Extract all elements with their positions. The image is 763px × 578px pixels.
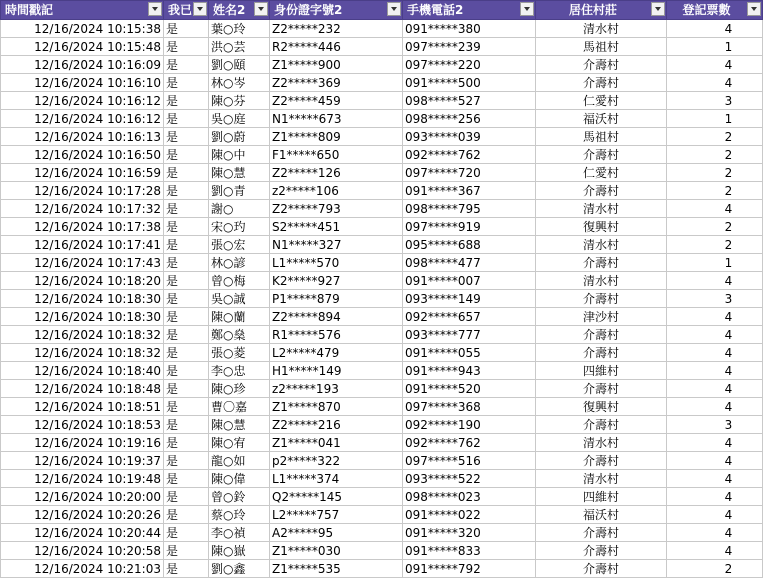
table-row xyxy=(1,236,763,254)
cell-id-number[interactable]: L1*****570 xyxy=(270,254,403,272)
cell-name[interactable]: 曾○梅 xyxy=(209,272,270,290)
table-row xyxy=(1,434,763,452)
cell-village[interactable]: 四維村 xyxy=(536,488,667,506)
cell-village[interactable]: 復興村 xyxy=(536,218,667,236)
header-label: 手機電話2 xyxy=(407,3,464,17)
header-label: 我已 xyxy=(168,3,193,17)
table-row xyxy=(1,308,763,326)
cell-village[interactable]: 介壽村 xyxy=(536,560,667,578)
table-row xyxy=(1,470,763,488)
cell-id-number[interactable]: L1*****374 xyxy=(270,470,403,488)
cell-village[interactable]: 介壽村 xyxy=(536,326,667,344)
cell-timestamp[interactable]: 12/16/2024 10:20:58 xyxy=(1,542,164,560)
table-row xyxy=(1,146,763,164)
cell-timestamp[interactable]: 12/16/2024 10:18:51 xyxy=(1,398,164,416)
cell-phone[interactable]: 098*****023 xyxy=(403,488,536,506)
cell-confirmed[interactable]: 是 xyxy=(164,416,209,434)
cell-timestamp[interactable]: 12/16/2024 10:20:00 xyxy=(1,488,164,506)
cell-timestamp[interactable]: 12/16/2024 10:18:48 xyxy=(1,380,164,398)
cell-confirmed[interactable]: 是 xyxy=(164,200,209,218)
table-row xyxy=(1,398,763,416)
cell-confirmed[interactable]: 是 xyxy=(164,56,209,74)
cell-name[interactable]: 陳○慧 xyxy=(209,416,270,434)
cell-name[interactable]: 龍○如 xyxy=(209,452,270,470)
cell-votes[interactable]: 4 xyxy=(667,470,763,488)
cell-phone[interactable]: 091*****500 xyxy=(403,74,536,92)
cell-id-number[interactable]: Z2*****216 xyxy=(270,416,403,434)
table-row xyxy=(1,128,763,146)
cell-votes[interactable]: 2 xyxy=(667,560,763,578)
cell-votes[interactable]: 4 xyxy=(667,380,763,398)
cell-votes[interactable]: 4 xyxy=(667,200,763,218)
cell-name[interactable]: 吳○庭 xyxy=(209,110,270,128)
cell-name[interactable]: 宋○玓 xyxy=(209,218,270,236)
cell-confirmed[interactable]: 是 xyxy=(164,488,209,506)
filter-dropdown-icon[interactable] xyxy=(148,2,162,16)
header-id-number xyxy=(270,1,403,20)
cell-votes[interactable]: 4 xyxy=(667,326,763,344)
cell-confirmed[interactable]: 是 xyxy=(164,128,209,146)
cell-confirmed[interactable]: 是 xyxy=(164,290,209,308)
cell-votes[interactable]: 3 xyxy=(667,92,763,110)
table-row xyxy=(1,254,763,272)
filter-dropdown-icon[interactable] xyxy=(747,2,761,16)
cell-name[interactable]: 劉○頤 xyxy=(209,56,270,74)
cell-confirmed[interactable]: 是 xyxy=(164,362,209,380)
cell-phone[interactable]: 091*****320 xyxy=(403,524,536,542)
cell-timestamp[interactable]: 12/16/2024 10:16:50 xyxy=(1,146,164,164)
cell-village[interactable]: 馬祖村 xyxy=(536,128,667,146)
header-label: 居住村莊 xyxy=(568,3,617,17)
cell-id-number[interactable]: R1*****576 xyxy=(270,326,403,344)
cell-name[interactable]: 李○忠 xyxy=(209,362,270,380)
cell-votes[interactable]: 4 xyxy=(667,272,763,290)
cell-timestamp[interactable]: 12/16/2024 10:17:28 xyxy=(1,182,164,200)
cell-phone[interactable]: 098*****795 xyxy=(403,200,536,218)
cell-votes[interactable]: 1 xyxy=(667,38,763,56)
cell-votes[interactable]: 4 xyxy=(667,524,763,542)
cell-confirmed[interactable]: 是 xyxy=(164,470,209,488)
cell-timestamp[interactable]: 12/16/2024 10:17:38 xyxy=(1,218,164,236)
cell-village[interactable]: 介壽村 xyxy=(536,182,667,200)
cell-votes[interactable]: 4 xyxy=(667,506,763,524)
cell-confirmed[interactable]: 是 xyxy=(164,92,209,110)
cell-phone[interactable]: 095*****688 xyxy=(403,236,536,254)
cell-phone[interactable]: 093*****777 xyxy=(403,326,536,344)
cell-timestamp[interactable]: 12/16/2024 10:17:41 xyxy=(1,236,164,254)
cell-votes[interactable]: 2 xyxy=(667,236,763,254)
cell-village[interactable]: 介壽村 xyxy=(536,254,667,272)
cell-phone[interactable]: 097*****220 xyxy=(403,56,536,74)
table-row xyxy=(1,38,763,56)
cell-id-number[interactable]: A2*****95 xyxy=(270,524,403,542)
header-confirmed xyxy=(164,1,209,20)
cell-village[interactable]: 介壽村 xyxy=(536,380,667,398)
table-row xyxy=(1,92,763,110)
filter-dropdown-icon[interactable] xyxy=(520,2,534,16)
cell-id-number[interactable]: Z2*****126 xyxy=(270,164,403,182)
cell-name[interactable]: 洪○芸 xyxy=(209,38,270,56)
table-row xyxy=(1,110,763,128)
filter-dropdown-icon[interactable] xyxy=(254,2,268,16)
cell-phone[interactable]: 093*****522 xyxy=(403,470,536,488)
cell-village[interactable]: 清水村 xyxy=(536,236,667,254)
cell-confirmed[interactable]: 是 xyxy=(164,74,209,92)
cell-timestamp[interactable]: 12/16/2024 10:18:53 xyxy=(1,416,164,434)
cell-id-number[interactable]: Z2*****459 xyxy=(270,92,403,110)
cell-phone[interactable]: 097*****239 xyxy=(403,38,536,56)
cell-village[interactable]: 介壽村 xyxy=(536,416,667,434)
cell-phone[interactable]: 091*****055 xyxy=(403,344,536,362)
cell-timestamp[interactable]: 12/16/2024 10:15:38 xyxy=(1,20,164,38)
cell-id-number[interactable]: N1*****327 xyxy=(270,236,403,254)
cell-confirmed[interactable]: 是 xyxy=(164,38,209,56)
cell-confirmed[interactable]: 是 xyxy=(164,254,209,272)
table-body xyxy=(1,20,763,578)
cell-name[interactable]: 劉○青 xyxy=(209,182,270,200)
cell-timestamp[interactable]: 12/16/2024 10:16:10 xyxy=(1,74,164,92)
cell-phone[interactable]: 097*****919 xyxy=(403,218,536,236)
cell-confirmed[interactable]: 是 xyxy=(164,182,209,200)
cell-phone[interactable]: 092*****762 xyxy=(403,146,536,164)
cell-confirmed[interactable]: 是 xyxy=(164,164,209,182)
cell-village[interactable]: 福沃村 xyxy=(536,110,667,128)
cell-votes[interactable]: 4 xyxy=(667,398,763,416)
cell-id-number[interactable]: S2*****451 xyxy=(270,218,403,236)
header-label: 登記票數 xyxy=(682,3,731,17)
cell-id-number[interactable]: z2*****106 xyxy=(270,182,403,200)
cell-confirmed[interactable]: 是 xyxy=(164,380,209,398)
cell-phone[interactable]: 098*****256 xyxy=(403,110,536,128)
cell-id-number[interactable]: Q2*****145 xyxy=(270,488,403,506)
cell-id-number[interactable]: Z1*****030 xyxy=(270,542,403,560)
cell-confirmed[interactable]: 是 xyxy=(164,236,209,254)
cell-confirmed[interactable]: 是 xyxy=(164,308,209,326)
cell-village[interactable]: 介壽村 xyxy=(536,290,667,308)
cell-phone[interactable]: 091*****380 xyxy=(403,20,536,38)
table-row xyxy=(1,272,763,290)
cell-confirmed[interactable]: 是 xyxy=(164,560,209,578)
header-village xyxy=(536,1,667,20)
table-row xyxy=(1,362,763,380)
cell-village[interactable]: 介壽村 xyxy=(536,146,667,164)
cell-votes[interactable]: 4 xyxy=(667,488,763,506)
table-row xyxy=(1,164,763,182)
cell-confirmed[interactable]: 是 xyxy=(164,524,209,542)
cell-id-number[interactable]: Z2*****894 xyxy=(270,308,403,326)
cell-votes[interactable]: 1 xyxy=(667,254,763,272)
cell-phone[interactable]: 091*****007 xyxy=(403,272,536,290)
table-row xyxy=(1,290,763,308)
cell-timestamp[interactable]: 12/16/2024 10:18:30 xyxy=(1,290,164,308)
cell-name[interactable]: 林○岑 xyxy=(209,74,270,92)
cell-village[interactable]: 介壽村 xyxy=(536,452,667,470)
cell-id-number[interactable]: Z1*****809 xyxy=(270,128,403,146)
cell-village[interactable]: 介壽村 xyxy=(536,344,667,362)
cell-timestamp[interactable]: 12/16/2024 10:16:13 xyxy=(1,128,164,146)
cell-phone[interactable]: 092*****762 xyxy=(403,434,536,452)
table-row xyxy=(1,488,763,506)
cell-confirmed[interactable]: 是 xyxy=(164,218,209,236)
cell-village[interactable]: 清水村 xyxy=(536,434,667,452)
cell-confirmed[interactable]: 是 xyxy=(164,146,209,164)
cell-confirmed[interactable]: 是 xyxy=(164,326,209,344)
cell-phone[interactable]: 093*****039 xyxy=(403,128,536,146)
cell-id-number[interactable]: F1*****650 xyxy=(270,146,403,164)
cell-village[interactable]: 馬祖村 xyxy=(536,38,667,56)
cell-village[interactable]: 清水村 xyxy=(536,272,667,290)
cell-confirmed[interactable]: 是 xyxy=(164,272,209,290)
cell-phone[interactable]: 097*****368 xyxy=(403,398,536,416)
cell-timestamp[interactable]: 12/16/2024 10:17:32 xyxy=(1,200,164,218)
cell-name[interactable]: 陳○中 xyxy=(209,146,270,164)
cell-id-number[interactable]: L2*****757 xyxy=(270,506,403,524)
table-row xyxy=(1,326,763,344)
table-row xyxy=(1,380,763,398)
cell-confirmed[interactable]: 是 xyxy=(164,110,209,128)
cell-village[interactable]: 仁愛村 xyxy=(536,164,667,182)
cell-village[interactable]: 津沙村 xyxy=(536,308,667,326)
table-row xyxy=(1,416,763,434)
header-votes xyxy=(667,1,763,20)
cell-village[interactable]: 清水村 xyxy=(536,20,667,38)
cell-timestamp[interactable]: 12/16/2024 10:20:44 xyxy=(1,524,164,542)
table-row xyxy=(1,182,763,200)
cell-name[interactable]: 張○宏 xyxy=(209,236,270,254)
table-row xyxy=(1,218,763,236)
cell-id-number[interactable]: p2*****322 xyxy=(270,452,403,470)
cell-timestamp[interactable]: 12/16/2024 10:18:32 xyxy=(1,344,164,362)
cell-village[interactable]: 介壽村 xyxy=(536,74,667,92)
cell-name[interactable]: 劉○鑫 xyxy=(209,560,270,578)
cell-votes[interactable]: 2 xyxy=(667,182,763,200)
cell-village[interactable]: 復興村 xyxy=(536,398,667,416)
cell-name[interactable]: 陳○蘭 xyxy=(209,308,270,326)
cell-votes[interactable]: 4 xyxy=(667,308,763,326)
cell-timestamp[interactable]: 12/16/2024 10:20:26 xyxy=(1,506,164,524)
table-row xyxy=(1,560,763,578)
cell-phone[interactable]: 091*****833 xyxy=(403,542,536,560)
cell-timestamp[interactable]: 12/16/2024 10:21:03 xyxy=(1,560,164,578)
cell-confirmed[interactable]: 是 xyxy=(164,344,209,362)
cell-id-number[interactable]: Z1*****900 xyxy=(270,56,403,74)
cell-confirmed[interactable]: 是 xyxy=(164,398,209,416)
cell-phone[interactable]: 093*****149 xyxy=(403,290,536,308)
cell-votes[interactable]: 2 xyxy=(667,146,763,164)
cell-id-number[interactable]: Z2*****232 xyxy=(270,20,403,38)
table-row xyxy=(1,56,763,74)
table-row xyxy=(1,200,763,218)
cell-id-number[interactable]: Z1*****041 xyxy=(270,434,403,452)
table-row xyxy=(1,20,763,38)
cell-name[interactable]: 蔡○玲 xyxy=(209,506,270,524)
cell-votes[interactable]: 3 xyxy=(667,290,763,308)
filter-dropdown-icon[interactable] xyxy=(193,2,207,16)
table-row xyxy=(1,452,763,470)
header-row xyxy=(1,1,763,20)
cell-timestamp[interactable]: 12/16/2024 10:16:12 xyxy=(1,92,164,110)
cell-phone[interactable]: 091*****943 xyxy=(403,362,536,380)
cell-phone[interactable]: 097*****516 xyxy=(403,452,536,470)
cell-village[interactable]: 清水村 xyxy=(536,200,667,218)
cell-votes[interactable]: 4 xyxy=(667,542,763,560)
cell-votes[interactable]: 2 xyxy=(667,218,763,236)
cell-name[interactable]: 陳○珍 xyxy=(209,380,270,398)
filter-dropdown-icon[interactable] xyxy=(387,2,401,16)
cell-name[interactable]: 陳○芬 xyxy=(209,92,270,110)
cell-name[interactable]: 劉○蔚 xyxy=(209,128,270,146)
cell-id-number[interactable]: K2*****927 xyxy=(270,272,403,290)
cell-timestamp[interactable]: 12/16/2024 10:18:20 xyxy=(1,272,164,290)
cell-timestamp[interactable]: 12/16/2024 10:15:48 xyxy=(1,38,164,56)
cell-phone[interactable]: 098*****527 xyxy=(403,92,536,110)
cell-village[interactable]: 清水村 xyxy=(536,470,667,488)
cell-phone[interactable]: 097*****720 xyxy=(403,164,536,182)
cell-name[interactable]: 吳○誠 xyxy=(209,290,270,308)
cell-votes[interactable]: 2 xyxy=(667,164,763,182)
cell-phone[interactable]: 091*****520 xyxy=(403,380,536,398)
cell-name[interactable]: 李○禎 xyxy=(209,524,270,542)
cell-village[interactable]: 介壽村 xyxy=(536,542,667,560)
cell-name[interactable]: 陳○嶽 xyxy=(209,542,270,560)
cell-votes[interactable]: 4 xyxy=(667,56,763,74)
cell-confirmed[interactable]: 是 xyxy=(164,506,209,524)
cell-id-number[interactable]: Z2*****369 xyxy=(270,74,403,92)
cell-id-number[interactable]: P1*****879 xyxy=(270,290,403,308)
cell-timestamp[interactable]: 12/16/2024 10:16:09 xyxy=(1,56,164,74)
cell-name[interactable]: 曹〇嘉 xyxy=(209,398,270,416)
cell-id-number[interactable]: Z1*****535 xyxy=(270,560,403,578)
cell-timestamp[interactable]: 12/16/2024 10:16:12 xyxy=(1,110,164,128)
header-name xyxy=(209,1,270,20)
cell-village[interactable]: 介壽村 xyxy=(536,56,667,74)
header-label: 時間戳記 xyxy=(5,3,54,17)
cell-phone[interactable]: 091*****792 xyxy=(403,560,536,578)
cell-name[interactable]: 曾○鈴 xyxy=(209,488,270,506)
cell-village[interactable]: 四維村 xyxy=(536,362,667,380)
table-row xyxy=(1,74,763,92)
cell-votes[interactable]: 1 xyxy=(667,110,763,128)
cell-name[interactable]: 張○菱 xyxy=(209,344,270,362)
cell-votes[interactable]: 4 xyxy=(667,452,763,470)
cell-timestamp[interactable]: 12/16/2024 10:16:59 xyxy=(1,164,164,182)
header-timestamp xyxy=(1,1,164,20)
cell-id-number[interactable]: R2*****446 xyxy=(270,38,403,56)
cell-name[interactable]: 陳○偉 xyxy=(209,470,270,488)
filter-dropdown-icon[interactable] xyxy=(651,2,665,16)
cell-timestamp[interactable]: 12/16/2024 10:19:37 xyxy=(1,452,164,470)
cell-id-number[interactable]: Z2*****793 xyxy=(270,200,403,218)
cell-phone[interactable]: 098*****477 xyxy=(403,254,536,272)
cell-phone[interactable]: 092*****190 xyxy=(403,416,536,434)
cell-id-number[interactable]: H1*****149 xyxy=(270,362,403,380)
cell-phone[interactable]: 091*****367 xyxy=(403,182,536,200)
cell-phone[interactable]: 092*****657 xyxy=(403,308,536,326)
header-phone xyxy=(403,1,536,20)
header-label: 姓名2 xyxy=(213,3,246,17)
cell-votes[interactable]: 4 xyxy=(667,20,763,38)
cell-name[interactable]: 謝○ xyxy=(209,200,270,218)
cell-name[interactable]: 林○諺 xyxy=(209,254,270,272)
table-row xyxy=(1,506,763,524)
cell-name[interactable]: 陳○慧 xyxy=(209,164,270,182)
cell-votes[interactable]: 2 xyxy=(667,128,763,146)
cell-votes[interactable]: 4 xyxy=(667,362,763,380)
table-row xyxy=(1,542,763,560)
cell-name[interactable]: 鄭○燊 xyxy=(209,326,270,344)
cell-village[interactable]: 福沃村 xyxy=(536,506,667,524)
cell-votes[interactable]: 4 xyxy=(667,344,763,362)
table-row xyxy=(1,344,763,362)
cell-confirmed[interactable]: 是 xyxy=(164,434,209,452)
cell-votes[interactable]: 3 xyxy=(667,416,763,434)
cell-id-number[interactable]: L2*****479 xyxy=(270,344,403,362)
cell-confirmed[interactable]: 是 xyxy=(164,20,209,38)
cell-phone[interactable]: 091*****022 xyxy=(403,506,536,524)
table-row xyxy=(1,524,763,542)
cell-votes[interactable]: 4 xyxy=(667,434,763,452)
cell-confirmed[interactable]: 是 xyxy=(164,452,209,470)
cell-name[interactable]: 葉○玲 xyxy=(209,20,270,38)
cell-timestamp[interactable]: 12/16/2024 10:18:32 xyxy=(1,326,164,344)
cell-id-number[interactable]: N1*****673 xyxy=(270,110,403,128)
header-label: 身份證字號2 xyxy=(274,3,343,17)
cell-timestamp[interactable]: 12/16/2024 10:18:30 xyxy=(1,308,164,326)
cell-timestamp[interactable]: 12/16/2024 10:18:40 xyxy=(1,362,164,380)
cell-village[interactable]: 仁愛村 xyxy=(536,92,667,110)
cell-timestamp[interactable]: 12/16/2024 10:19:48 xyxy=(1,470,164,488)
cell-confirmed[interactable]: 是 xyxy=(164,542,209,560)
cell-name[interactable]: 陳○宥 xyxy=(209,434,270,452)
cell-id-number[interactable]: z2*****193 xyxy=(270,380,403,398)
cell-timestamp[interactable]: 12/16/2024 10:19:16 xyxy=(1,434,164,452)
cell-village[interactable]: 介壽村 xyxy=(536,524,667,542)
cell-id-number[interactable]: Z1*****870 xyxy=(270,398,403,416)
cell-votes[interactable]: 4 xyxy=(667,74,763,92)
cell-timestamp[interactable]: 12/16/2024 10:17:43 xyxy=(1,254,164,272)
